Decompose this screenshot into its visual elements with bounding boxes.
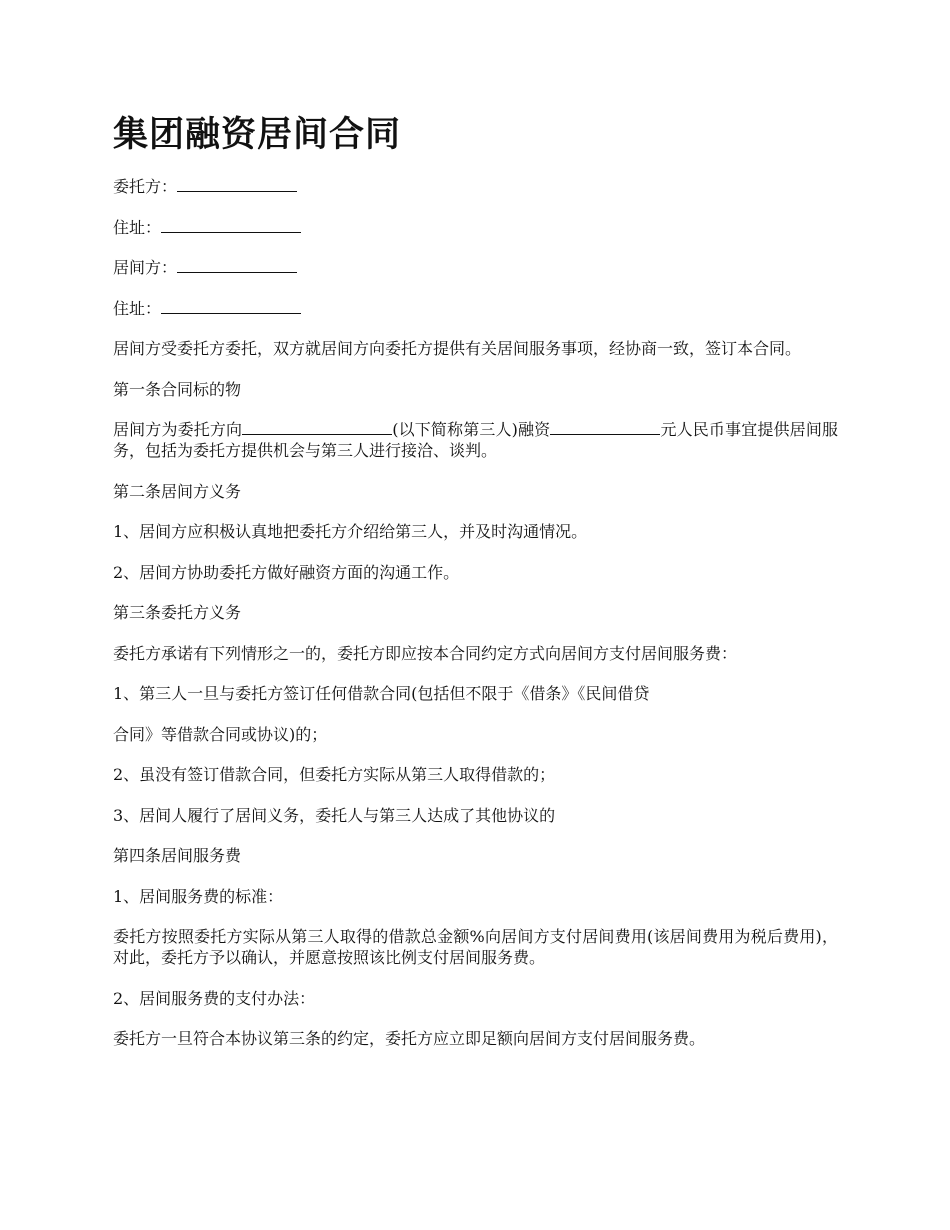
principal-line [113, 176, 838, 197]
intermediary-address-blank [161, 298, 301, 314]
article1-text-part3: 元人民币事宜提供居间服务，包括为委托方提供机会与第三人进行接洽、谈判。 [113, 420, 838, 460]
article2-item-2: 2、居间方协助委托方做好融资方面的沟通工作。 [113, 562, 460, 582]
article4-standard-heading: 1、居间服务费的标准： [113, 886, 284, 906]
intermediary-label: 居间方： [113, 258, 178, 277]
article3-item-3: 3、居间人履行了居间义务，委托人与第三人达成了其他协议的 [113, 805, 556, 825]
third-party-blank [242, 419, 392, 435]
article1-text-part1: 居间方为委托方向 [113, 420, 243, 439]
principal-blank [177, 176, 297, 192]
article4-heading: 第四条居间服务费 [113, 846, 242, 865]
principal-label: 委托方： [113, 177, 178, 196]
article2-heading: 第二条居间方义务 [113, 481, 242, 501]
article1-text [113, 419, 838, 461]
article3-item-1-cont: 合同》等借款合同或协议)的； [113, 724, 328, 744]
intermediary-blank [177, 257, 297, 273]
document-page [113, 108, 838, 1069]
intermediary-address-label: 住址： [113, 298, 162, 318]
article4-standard-text: 委托方按照委托方实际从第三人取得的借款总金额%向居间方支付居间费用(该居间费用为税后费用)，对此，委托方予以确认，并愿意按照该比例支付居间服务费。 [113, 927, 838, 967]
article3-item-1: 1、第三人一旦与委托方签订任何借款合同(包括但不限于《借条》《民间借贷 [113, 684, 650, 703]
article3-intro: 委托方承诺有下列情形之一的，委托方即应按本合同约定方式向居间方支付居间服务费： [113, 643, 738, 663]
article1-heading: 第一条合同标的物 [113, 379, 242, 399]
intermediary-address-line [113, 298, 838, 319]
intro-paragraph: 居间方受委托方委托，双方就居间方向委托方提供有关居间服务事项，经协商一致，签订本合同。 [113, 339, 802, 358]
article3-heading: 第三条委托方义务 [113, 603, 242, 622]
article1-text-part2: (以下简称第三人)融资 [392, 420, 551, 439]
article4-payment-heading: 2、居间服务费的支付办法： [113, 988, 316, 1008]
intermediary-line [113, 257, 838, 278]
principal-address-blank [161, 217, 301, 233]
document-title: 集团融资居间合同 [113, 115, 402, 155]
article2-item-1: 1、居间方应积极认真地把委托方介绍给第三人，并及时沟通情况。 [113, 522, 588, 541]
article4-payment-text: 委托方一旦符合本协议第三条的约定，委托方应立即足额向居间方支付居间服务费。 [113, 1029, 706, 1048]
principal-address-label: 住址： [113, 217, 162, 237]
amount-blank [550, 419, 660, 435]
principal-address-line [113, 217, 838, 238]
article3-item-2: 2、虽没有签订借款合同，但委托方实际从第三人取得借款的； [113, 765, 556, 784]
